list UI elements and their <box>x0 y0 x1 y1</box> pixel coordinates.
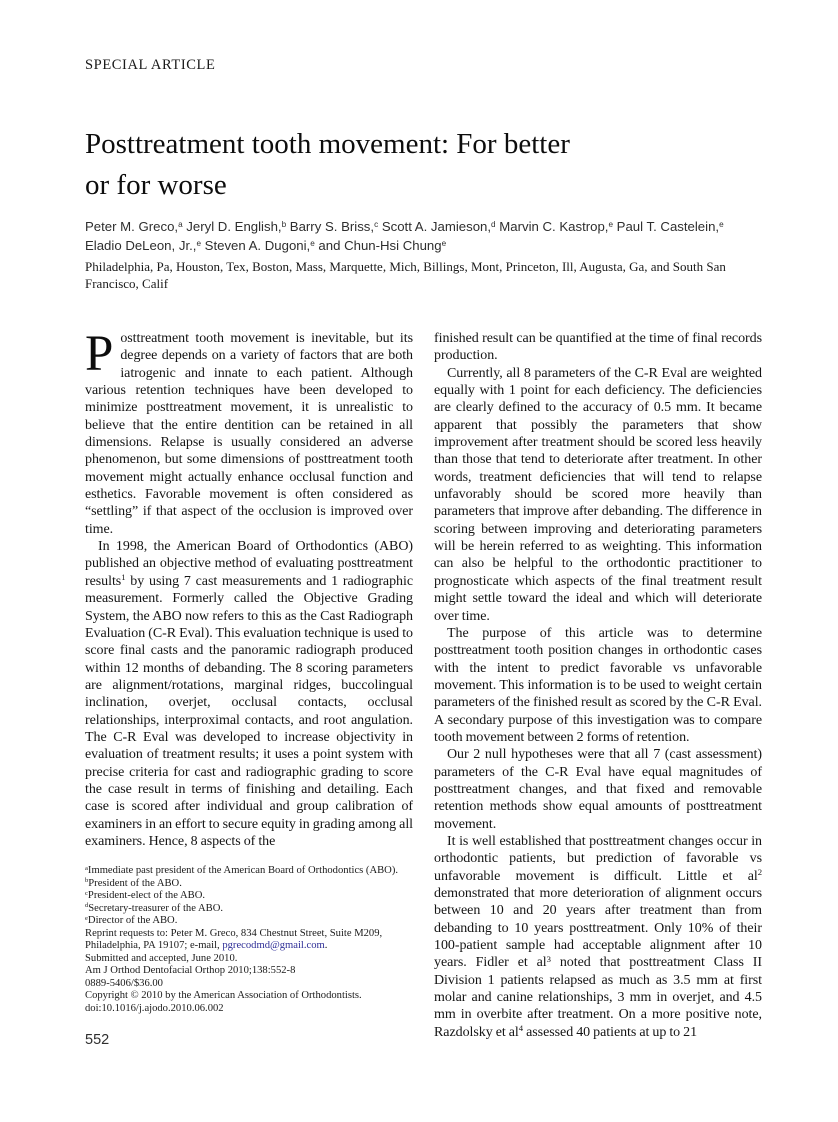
superscript-reference: 1 <box>121 572 126 583</box>
page-content <box>85 56 763 1048</box>
footnote: $^a$Immediate past president of the American Board of Orthodontics (ABO). <box>85 864 399 877</box>
superscript-reference: a <box>85 864 88 872</box>
superscript-reference: e <box>441 238 447 248</box>
right-column <box>434 330 762 1048</box>
body-paragraph: It is well established that posttreatment changes occur in orthodontic patients, but prediction of favorable vs unfavorable movement is difficult. Little et $al^2$ demonstrated that more deterioration of alignment occurs between 10 and 20 years after treatment than from debanding to 10 years posttreatment. Only 10% of their 100-patient sample had acceptable alignment after 10 years. Fidler et $al^3$ noted that posttreatment Class II Division 1 patients relapsed as much as 3.5 mm at first molar and canine relationships, 3 mm in overjet, and 4.5 mm in overbite after treatment. On a more positive note, Razdolsky et $al^4$ assessed 40 patients at up to 21 <box>434 833 762 1040</box>
footnotes <box>85 865 413 1015</box>
footnote-reprint-requests: Reprint requests to: Peter M. Greco, 834 Chestnut Street, Suite M209, Philadelphia, PA 19107; e-mail, pgrecodmd@gmail.com. <box>85 927 383 952</box>
page-number: 552 <box>85 1032 110 1049</box>
title-line-2: or for worse <box>85 169 227 201</box>
email-link[interactable]: pgrecodmd@gmail.com <box>222 940 325 952</box>
body-paragraph: In 1998, the American Board of Orthodontics (ABO) published an objective method of evaluating posttreatment results$^1$ by using 7 cast measurements and 1 radiographic measurement. Formerly called the Objective Grading System, the ABO now refers to this as the Cast Radiograph Evaluation (C-R Eval). This evaluation technique is used to score final casts and the panoramic radiograph produced within 12 months of debanding. The 8 scoring parameters are alignment/rotations, marginal ridges, buccolingual inclination, overjet, occlusal contacts, occlusal relationships, interproximal contacts, and root angulation. The C-R Eval was developed to increase objectivity in evaluation of treatment results; it uses a point system with precise criteria for cast and radiographic grading to score the case result in terms of finishing and detailing. Each case is scored after individual and group calibration of examiners in an effort to secure equity in grading among all examiners. Hence, 8 aspects of the <box>85 539 413 849</box>
article-title <box>85 124 763 206</box>
superscript-reference: d <box>85 902 89 910</box>
footnote: $^e$Director of the ABO. <box>85 914 178 927</box>
affiliation-line: Philadelphia, Pa, Houston, Tex, Boston, Mass, Marquette, Mich, Billings, Mont, Princeton, Ill, Augusta, Ga, and South San Francisco, Calif <box>85 259 726 291</box>
footnote: $^d$Secretary-treasurer of the ABO. <box>85 902 223 914</box>
section-label: SPECIAL ARTICLE <box>85 57 216 73</box>
footnote: $^b$President of the ABO. <box>85 877 182 889</box>
left-column <box>85 326 413 1049</box>
superscript-reference: e <box>85 914 88 922</box>
article-body <box>85 326 763 1049</box>
superscript-reference: c <box>85 889 88 897</box>
opening-paragraph: Posttreatment tooth movement is inevitable, but its degree depends on a variety of factors that are both iatrogenic and innate to each patient. Although various retention techniques have been developed to minimize posttreatment movement, it is unrealistic to believe that the entire dentition can be retained in all dimensions. Relapse is usually considered an adverse phenomenon, but some dimensions of posttreatment tooth movement might actually enhance occlusal function and esthetics. Favorable movement is often considered as “settling” if that aspect of the occlusion is improved over time. <box>85 326 413 537</box>
superscript-reference: 3 <box>546 953 551 964</box>
body-paragraph-continuation: finished result can be quantified at the time of final records production. <box>434 331 762 364</box>
superscript-reference: 4 <box>518 1022 524 1033</box>
superscript-reference: b <box>281 219 287 229</box>
title-line-1: Posttreatment tooth movement: For better <box>85 128 570 160</box>
superscript-reference: e <box>196 238 201 248</box>
author-byline: Peter M. Greco,$^a$ Jeryl D. English,$^b$ Barry S. Briss,$^c$ Scott A. Jamieson,$^d$ Marvin C. Kastrop,$^e$ Paul T. Castelein,$^e$ Eladio DeLeon, Jr.,$^e$ Steven A. Dugoni,$^e$ and Chun-Hsi Chung$^e$ <box>85 219 724 253</box>
superscript-reference: a <box>178 219 183 229</box>
superscript-reference: c <box>374 219 379 229</box>
footnote-copyright: Copyright © 2010 by the American Association of Orthodontists. <box>85 990 362 1002</box>
body-paragraph: Currently, all 8 parameters of the C-R Eval are weighted equally with 1 point for each deficiency. The deficiencies are clearly defined to the accuracy of 0.5 mm. It became apparent that possibly the parameters that show improvement after treatment should be scored less heavily than those that tend to deteriorate after treatment. In other words, treatment deficiencies that will tend to relapse unfavorably should be scored more heavily than parameters that improve after debanding. The difference in scoring between improving and deteriorating parameters will be herein referred to as weighting. This information can also be helpful to the orthodontic practitioner to prognosticate which aspects of the final treatment result might settle toward the ideal and which will deteriorate over time. <box>434 365 762 624</box>
footnote: Submitted and accepted, June 2010. <box>85 952 238 964</box>
superscript-reference: b <box>85 877 89 885</box>
footnote-doi: doi:10.1016/j.ajodo.2010.06.002 <box>85 1002 224 1014</box>
footnote: $^c$President-elect of the ABO. <box>85 889 206 902</box>
superscript-reference: e <box>310 238 315 248</box>
superscript-reference: d <box>491 219 496 229</box>
superscript-reference: 2 <box>757 866 762 877</box>
body-paragraph: The purpose of this article was to determine posttreatment tooth position changes in orthodontic cases with the intent to predict favorable vs unfavorable movement. This information is to be used to weight certain parameters of the finished result as scored by the C-R Eval. A secondary purpose of this investigation was to compare tooth movement between 2 forms of retention. <box>434 625 762 745</box>
superscript-reference: e <box>719 219 724 229</box>
footnote-journal-citation: Am J Orthod Dentofacial Orthop 2010;138:552-8 <box>85 965 296 977</box>
footnote: 0889-5406/$36.00 <box>85 977 163 989</box>
superscript-reference: e <box>608 219 614 229</box>
body-paragraph: Our 2 null hypotheses were that all 7 (cast assessment) parameters of the C-R Eval have equal magnitudes of posttreatment changes, and that fixed and removable retention methods show equal amounts of posttreatment movement. <box>434 747 762 832</box>
